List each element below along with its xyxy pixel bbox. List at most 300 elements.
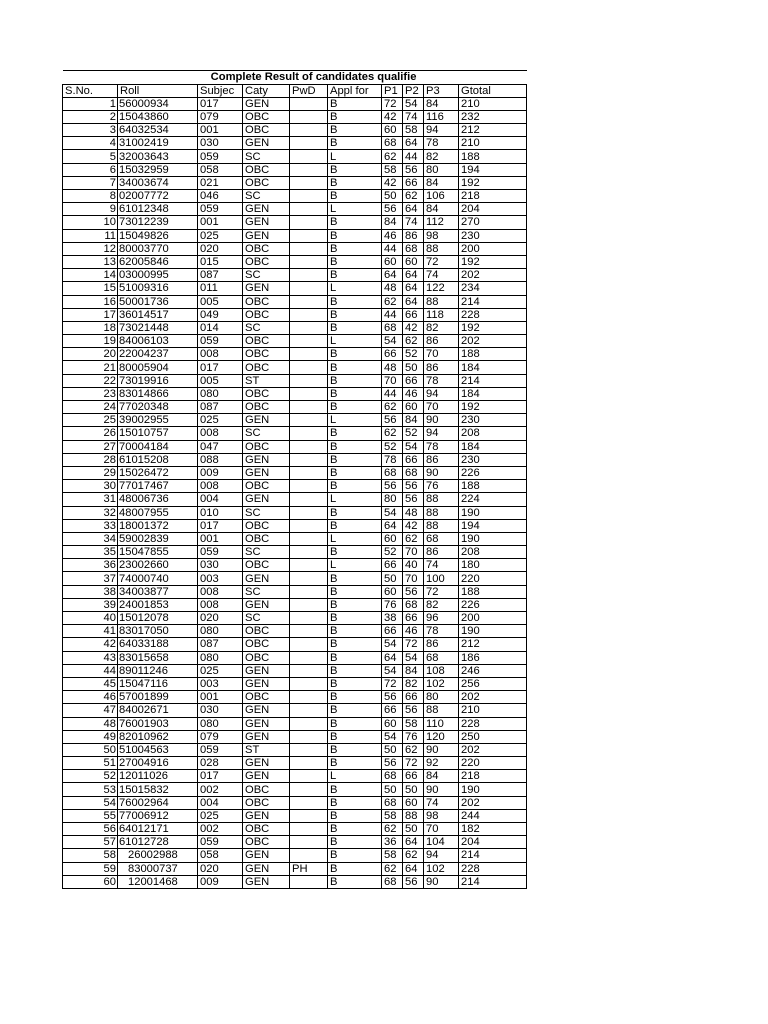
appl-for-cell: B bbox=[328, 124, 382, 137]
subject-cell: 087 bbox=[198, 269, 243, 282]
col-gtotal-header: Gtotal bbox=[459, 84, 527, 97]
p3-cell: 68 bbox=[424, 651, 459, 664]
appl-for-cell: B bbox=[328, 190, 382, 203]
sno-cell: 12 bbox=[63, 242, 118, 255]
subject-cell: 059 bbox=[198, 743, 243, 756]
category-cell: GEN bbox=[243, 664, 290, 677]
pwd-cell bbox=[290, 625, 328, 638]
p1-cell: 62 bbox=[382, 401, 403, 414]
subject-cell: 028 bbox=[198, 757, 243, 770]
table-row bbox=[63, 387, 527, 400]
category-cell: GEN bbox=[243, 717, 290, 730]
p1-cell: 44 bbox=[382, 308, 403, 321]
sno-cell: 54 bbox=[63, 796, 118, 809]
p3-cell: 78 bbox=[424, 137, 459, 150]
p3-cell: 88 bbox=[424, 704, 459, 717]
pwd-cell bbox=[290, 137, 328, 150]
p1-cell: 58 bbox=[382, 849, 403, 862]
p2-cell: 60 bbox=[403, 255, 424, 268]
appl-for-cell: L bbox=[328, 414, 382, 427]
category-cell: SC bbox=[243, 506, 290, 519]
subject-cell: 017 bbox=[198, 770, 243, 783]
roll-cell: 48006736 bbox=[118, 493, 198, 506]
p2-cell: 70 bbox=[403, 546, 424, 559]
p2-cell: 56 bbox=[403, 163, 424, 176]
roll-cell: 15049826 bbox=[118, 229, 198, 242]
p1-cell: 68 bbox=[382, 875, 403, 888]
pwd-cell bbox=[290, 612, 328, 625]
gtotal-cell: 220 bbox=[459, 572, 527, 585]
p1-cell: 84 bbox=[382, 216, 403, 229]
roll-cell: 76002964 bbox=[118, 796, 198, 809]
category-cell: GEN bbox=[243, 493, 290, 506]
subject-cell: 017 bbox=[198, 361, 243, 374]
sno-cell: 31 bbox=[63, 493, 118, 506]
pwd-cell bbox=[290, 519, 328, 532]
p1-cell: 72 bbox=[382, 677, 403, 690]
pwd-cell bbox=[290, 480, 328, 493]
p3-cell: 78 bbox=[424, 440, 459, 453]
appl-for-cell: B bbox=[328, 519, 382, 532]
pwd-cell bbox=[290, 677, 328, 690]
pwd-cell bbox=[290, 269, 328, 282]
p2-cell: 56 bbox=[403, 480, 424, 493]
appl-for-cell: B bbox=[328, 585, 382, 598]
p1-cell: 54 bbox=[382, 335, 403, 348]
roll-cell: 73012239 bbox=[118, 216, 198, 229]
p3-cell: 90 bbox=[424, 783, 459, 796]
p1-cell: 60 bbox=[382, 585, 403, 598]
p1-cell: 56 bbox=[382, 480, 403, 493]
sno-cell: 60 bbox=[63, 875, 118, 888]
table-row bbox=[63, 137, 527, 150]
sno-cell: 3 bbox=[63, 124, 118, 137]
pwd-cell bbox=[290, 374, 328, 387]
roll-cell: 12001468 bbox=[118, 875, 198, 888]
gtotal-cell: 200 bbox=[459, 242, 527, 255]
p2-cell: 54 bbox=[403, 97, 424, 110]
p2-cell: 56 bbox=[403, 493, 424, 506]
roll-cell: 76001903 bbox=[118, 717, 198, 730]
p3-cell: 120 bbox=[424, 730, 459, 743]
roll-cell: 15026472 bbox=[118, 466, 198, 479]
p1-cell: 66 bbox=[382, 348, 403, 361]
pwd-cell bbox=[290, 796, 328, 809]
category-cell: OBC bbox=[243, 308, 290, 321]
pwd-cell bbox=[290, 664, 328, 677]
p2-cell: 52 bbox=[403, 427, 424, 440]
p1-cell: 52 bbox=[382, 546, 403, 559]
table-row bbox=[63, 862, 527, 875]
p1-cell: 68 bbox=[382, 321, 403, 334]
subject-cell: 030 bbox=[198, 559, 243, 572]
appl-for-cell: B bbox=[328, 849, 382, 862]
gtotal-cell: 188 bbox=[459, 150, 527, 163]
roll-cell: 61012728 bbox=[118, 836, 198, 849]
roll-cell: 57001899 bbox=[118, 691, 198, 704]
pwd-cell bbox=[290, 823, 328, 836]
p1-cell: 48 bbox=[382, 361, 403, 374]
category-cell: GEN bbox=[243, 97, 290, 110]
pwd-cell bbox=[290, 638, 328, 651]
table-row bbox=[63, 691, 527, 704]
p2-cell: 40 bbox=[403, 559, 424, 572]
p2-cell: 56 bbox=[403, 875, 424, 888]
roll-cell: 77017467 bbox=[118, 480, 198, 493]
p2-cell: 64 bbox=[403, 836, 424, 849]
gtotal-cell: 188 bbox=[459, 585, 527, 598]
gtotal-cell: 208 bbox=[459, 427, 527, 440]
p2-cell: 62 bbox=[403, 849, 424, 862]
p3-cell: 94 bbox=[424, 387, 459, 400]
sno-cell: 23 bbox=[63, 387, 118, 400]
gtotal-cell: 214 bbox=[459, 849, 527, 862]
appl-for-cell: B bbox=[328, 269, 382, 282]
p2-cell: 60 bbox=[403, 796, 424, 809]
appl-for-cell: B bbox=[328, 255, 382, 268]
roll-cell: 83000737 bbox=[118, 862, 198, 875]
pwd-cell bbox=[290, 97, 328, 110]
pwd-cell bbox=[290, 427, 328, 440]
subject-cell: 009 bbox=[198, 875, 243, 888]
p2-cell: 76 bbox=[403, 730, 424, 743]
appl-for-cell: L bbox=[328, 282, 382, 295]
p3-cell: 88 bbox=[424, 493, 459, 506]
p3-cell: 90 bbox=[424, 414, 459, 427]
gtotal-cell: 256 bbox=[459, 677, 527, 690]
category-cell: SC bbox=[243, 150, 290, 163]
pwd-cell bbox=[290, 163, 328, 176]
roll-cell: 31002419 bbox=[118, 137, 198, 150]
category-cell: ST bbox=[243, 743, 290, 756]
pwd-cell bbox=[290, 348, 328, 361]
roll-cell: 36014517 bbox=[118, 308, 198, 321]
roll-cell: 02007772 bbox=[118, 190, 198, 203]
p2-cell: 50 bbox=[403, 361, 424, 374]
subject-cell: 002 bbox=[198, 823, 243, 836]
sno-cell: 35 bbox=[63, 546, 118, 559]
subject-cell: 025 bbox=[198, 414, 243, 427]
table-row bbox=[63, 664, 527, 677]
p1-cell: 54 bbox=[382, 664, 403, 677]
p2-cell: 46 bbox=[403, 387, 424, 400]
p1-cell: 62 bbox=[382, 823, 403, 836]
table-row bbox=[63, 308, 527, 321]
subject-cell: 058 bbox=[198, 163, 243, 176]
category-cell: SC bbox=[243, 585, 290, 598]
pwd-cell bbox=[290, 361, 328, 374]
appl-for-cell: B bbox=[328, 295, 382, 308]
appl-for-cell: B bbox=[328, 480, 382, 493]
table-row bbox=[63, 229, 527, 242]
pwd-cell bbox=[290, 849, 328, 862]
p3-cell: 80 bbox=[424, 691, 459, 704]
appl-for-cell: B bbox=[328, 453, 382, 466]
p3-cell: 88 bbox=[424, 295, 459, 308]
p1-cell: 42 bbox=[382, 110, 403, 123]
p2-cell: 72 bbox=[403, 757, 424, 770]
p1-cell: 66 bbox=[382, 704, 403, 717]
p2-cell: 66 bbox=[403, 374, 424, 387]
roll-cell: 82010962 bbox=[118, 730, 198, 743]
appl-for-cell: L bbox=[328, 335, 382, 348]
pwd-cell bbox=[290, 110, 328, 123]
p2-cell: 58 bbox=[403, 124, 424, 137]
p3-cell: 118 bbox=[424, 308, 459, 321]
table-row bbox=[63, 361, 527, 374]
p3-cell: 88 bbox=[424, 506, 459, 519]
p2-cell: 62 bbox=[403, 335, 424, 348]
p3-cell: 86 bbox=[424, 453, 459, 466]
category-cell: OBC bbox=[243, 110, 290, 123]
p2-cell: 54 bbox=[403, 651, 424, 664]
subject-cell: 059 bbox=[198, 836, 243, 849]
p3-cell: 78 bbox=[424, 625, 459, 638]
gtotal-cell: 210 bbox=[459, 97, 527, 110]
category-cell: OBC bbox=[243, 440, 290, 453]
p1-cell: 56 bbox=[382, 691, 403, 704]
subject-cell: 059 bbox=[198, 335, 243, 348]
category-cell: GEN bbox=[243, 770, 290, 783]
sno-cell: 19 bbox=[63, 335, 118, 348]
gtotal-cell: 218 bbox=[459, 770, 527, 783]
header-row bbox=[63, 84, 527, 97]
appl-for-cell: B bbox=[328, 137, 382, 150]
category-cell: OBC bbox=[243, 638, 290, 651]
table-row bbox=[63, 493, 527, 506]
p3-cell: 100 bbox=[424, 572, 459, 585]
sno-cell: 16 bbox=[63, 295, 118, 308]
p2-cell: 88 bbox=[403, 809, 424, 822]
appl-for-cell: B bbox=[328, 374, 382, 387]
p2-cell: 66 bbox=[403, 612, 424, 625]
p3-cell: 90 bbox=[424, 466, 459, 479]
sno-cell: 10 bbox=[63, 216, 118, 229]
appl-for-cell: B bbox=[328, 757, 382, 770]
gtotal-cell: 190 bbox=[459, 625, 527, 638]
category-cell: GEN bbox=[243, 466, 290, 479]
gtotal-cell: 202 bbox=[459, 335, 527, 348]
p3-cell: 84 bbox=[424, 203, 459, 216]
p1-cell: 38 bbox=[382, 612, 403, 625]
p1-cell: 42 bbox=[382, 176, 403, 189]
p1-cell: 36 bbox=[382, 836, 403, 849]
sno-cell: 57 bbox=[63, 836, 118, 849]
table-row bbox=[63, 770, 527, 783]
subject-cell: 002 bbox=[198, 783, 243, 796]
p2-cell: 66 bbox=[403, 453, 424, 466]
p3-cell: 102 bbox=[424, 862, 459, 875]
roll-cell: 61012348 bbox=[118, 203, 198, 216]
category-cell: GEN bbox=[243, 730, 290, 743]
gtotal-cell: 194 bbox=[459, 519, 527, 532]
gtotal-cell: 202 bbox=[459, 691, 527, 704]
table-row bbox=[63, 783, 527, 796]
p3-cell: 86 bbox=[424, 546, 459, 559]
category-cell: OBC bbox=[243, 836, 290, 849]
p2-cell: 66 bbox=[403, 770, 424, 783]
roll-cell: 59002839 bbox=[118, 532, 198, 545]
roll-cell: 15032959 bbox=[118, 163, 198, 176]
appl-for-cell: B bbox=[328, 625, 382, 638]
p3-cell: 86 bbox=[424, 361, 459, 374]
gtotal-cell: 192 bbox=[459, 321, 527, 334]
subject-cell: 014 bbox=[198, 321, 243, 334]
p3-cell: 98 bbox=[424, 809, 459, 822]
pwd-cell bbox=[290, 282, 328, 295]
p1-cell: 78 bbox=[382, 453, 403, 466]
pwd-cell bbox=[290, 875, 328, 888]
subject-cell: 001 bbox=[198, 691, 243, 704]
p2-cell: 66 bbox=[403, 176, 424, 189]
p3-cell: 72 bbox=[424, 255, 459, 268]
appl-for-cell: B bbox=[328, 216, 382, 229]
p2-cell: 68 bbox=[403, 598, 424, 611]
table-row bbox=[63, 335, 527, 348]
pwd-cell bbox=[290, 493, 328, 506]
subject-cell: 030 bbox=[198, 137, 243, 150]
appl-for-cell: B bbox=[328, 809, 382, 822]
table-row bbox=[63, 150, 527, 163]
pwd-cell bbox=[290, 651, 328, 664]
table-row bbox=[63, 453, 527, 466]
p3-cell: 106 bbox=[424, 190, 459, 203]
sno-cell: 34 bbox=[63, 532, 118, 545]
p3-cell: 98 bbox=[424, 229, 459, 242]
p3-cell: 82 bbox=[424, 150, 459, 163]
pwd-cell bbox=[290, 757, 328, 770]
sno-cell: 33 bbox=[63, 519, 118, 532]
col-sno-header: S.No. bbox=[63, 84, 118, 97]
p1-cell: 62 bbox=[382, 150, 403, 163]
roll-cell: 64033188 bbox=[118, 638, 198, 651]
gtotal-cell: 190 bbox=[459, 532, 527, 545]
sno-cell: 7 bbox=[63, 176, 118, 189]
table-row bbox=[63, 717, 527, 730]
appl-for-cell: B bbox=[328, 308, 382, 321]
subject-cell: 025 bbox=[198, 809, 243, 822]
pwd-cell bbox=[290, 401, 328, 414]
pwd-cell bbox=[290, 466, 328, 479]
sno-cell: 42 bbox=[63, 638, 118, 651]
p2-cell: 52 bbox=[403, 348, 424, 361]
roll-cell: 51004563 bbox=[118, 743, 198, 756]
category-cell: GEN bbox=[243, 203, 290, 216]
roll-cell: 50001736 bbox=[118, 295, 198, 308]
gtotal-cell: 202 bbox=[459, 743, 527, 756]
appl-for-cell: B bbox=[328, 691, 382, 704]
category-cell: OBC bbox=[243, 242, 290, 255]
p3-cell: 108 bbox=[424, 664, 459, 677]
category-cell: GEN bbox=[243, 572, 290, 585]
category-cell: GEN bbox=[243, 862, 290, 875]
roll-cell: 64032534 bbox=[118, 124, 198, 137]
gtotal-cell: 210 bbox=[459, 137, 527, 150]
p1-cell: 50 bbox=[382, 190, 403, 203]
pwd-cell bbox=[290, 546, 328, 559]
p3-cell: 116 bbox=[424, 110, 459, 123]
p3-cell: 76 bbox=[424, 480, 459, 493]
sno-cell: 58 bbox=[63, 849, 118, 862]
table-row bbox=[63, 651, 527, 664]
p1-cell: 76 bbox=[382, 598, 403, 611]
gtotal-cell: 192 bbox=[459, 176, 527, 189]
p3-cell: 94 bbox=[424, 427, 459, 440]
roll-cell: 80005904 bbox=[118, 361, 198, 374]
table-row bbox=[63, 216, 527, 229]
table-row bbox=[63, 295, 527, 308]
p2-cell: 62 bbox=[403, 190, 424, 203]
subject-cell: 004 bbox=[198, 493, 243, 506]
p3-cell: 70 bbox=[424, 401, 459, 414]
roll-cell: 03000995 bbox=[118, 269, 198, 282]
roll-cell: 77020348 bbox=[118, 401, 198, 414]
appl-for-cell: B bbox=[328, 875, 382, 888]
p2-cell: 72 bbox=[403, 638, 424, 651]
category-cell: SC bbox=[243, 190, 290, 203]
p1-cell: 70 bbox=[382, 374, 403, 387]
category-cell: GEN bbox=[243, 849, 290, 862]
gtotal-cell: 214 bbox=[459, 875, 527, 888]
p2-cell: 60 bbox=[403, 401, 424, 414]
gtotal-cell: 246 bbox=[459, 664, 527, 677]
p1-cell: 80 bbox=[382, 493, 403, 506]
subject-cell: 017 bbox=[198, 519, 243, 532]
gtotal-cell: 210 bbox=[459, 704, 527, 717]
gtotal-cell: 190 bbox=[459, 506, 527, 519]
p3-cell: 88 bbox=[424, 242, 459, 255]
p2-cell: 74 bbox=[403, 110, 424, 123]
roll-cell: 73021448 bbox=[118, 321, 198, 334]
appl-for-cell: B bbox=[328, 783, 382, 796]
subject-cell: 080 bbox=[198, 625, 243, 638]
appl-for-cell: B bbox=[328, 163, 382, 176]
roll-cell: 83014866 bbox=[118, 387, 198, 400]
category-cell: ST bbox=[243, 374, 290, 387]
pwd-cell bbox=[290, 414, 328, 427]
p1-cell: 56 bbox=[382, 414, 403, 427]
table-row bbox=[63, 638, 527, 651]
col-pwd-header: PwD bbox=[290, 84, 328, 97]
gtotal-cell: 202 bbox=[459, 796, 527, 809]
p1-cell: 62 bbox=[382, 862, 403, 875]
pwd-cell bbox=[290, 255, 328, 268]
p1-cell: 60 bbox=[382, 124, 403, 137]
appl-for-cell: B bbox=[328, 730, 382, 743]
sno-cell: 48 bbox=[63, 717, 118, 730]
subject-cell: 080 bbox=[198, 717, 243, 730]
sno-cell: 17 bbox=[63, 308, 118, 321]
subject-cell: 025 bbox=[198, 229, 243, 242]
sno-cell: 49 bbox=[63, 730, 118, 743]
appl-for-cell: L bbox=[328, 770, 382, 783]
col-p1-header: P1 bbox=[382, 84, 403, 97]
sno-cell: 45 bbox=[63, 677, 118, 690]
gtotal-cell: 226 bbox=[459, 598, 527, 611]
appl-for-cell: B bbox=[328, 572, 382, 585]
sno-cell: 32 bbox=[63, 506, 118, 519]
gtotal-cell: 228 bbox=[459, 862, 527, 875]
table-row bbox=[63, 282, 527, 295]
p2-cell: 50 bbox=[403, 783, 424, 796]
p3-cell: 92 bbox=[424, 757, 459, 770]
sno-cell: 53 bbox=[63, 783, 118, 796]
p3-cell: 80 bbox=[424, 163, 459, 176]
table-row bbox=[63, 269, 527, 282]
p3-cell: 74 bbox=[424, 796, 459, 809]
gtotal-cell: 184 bbox=[459, 387, 527, 400]
roll-cell: 83015658 bbox=[118, 651, 198, 664]
